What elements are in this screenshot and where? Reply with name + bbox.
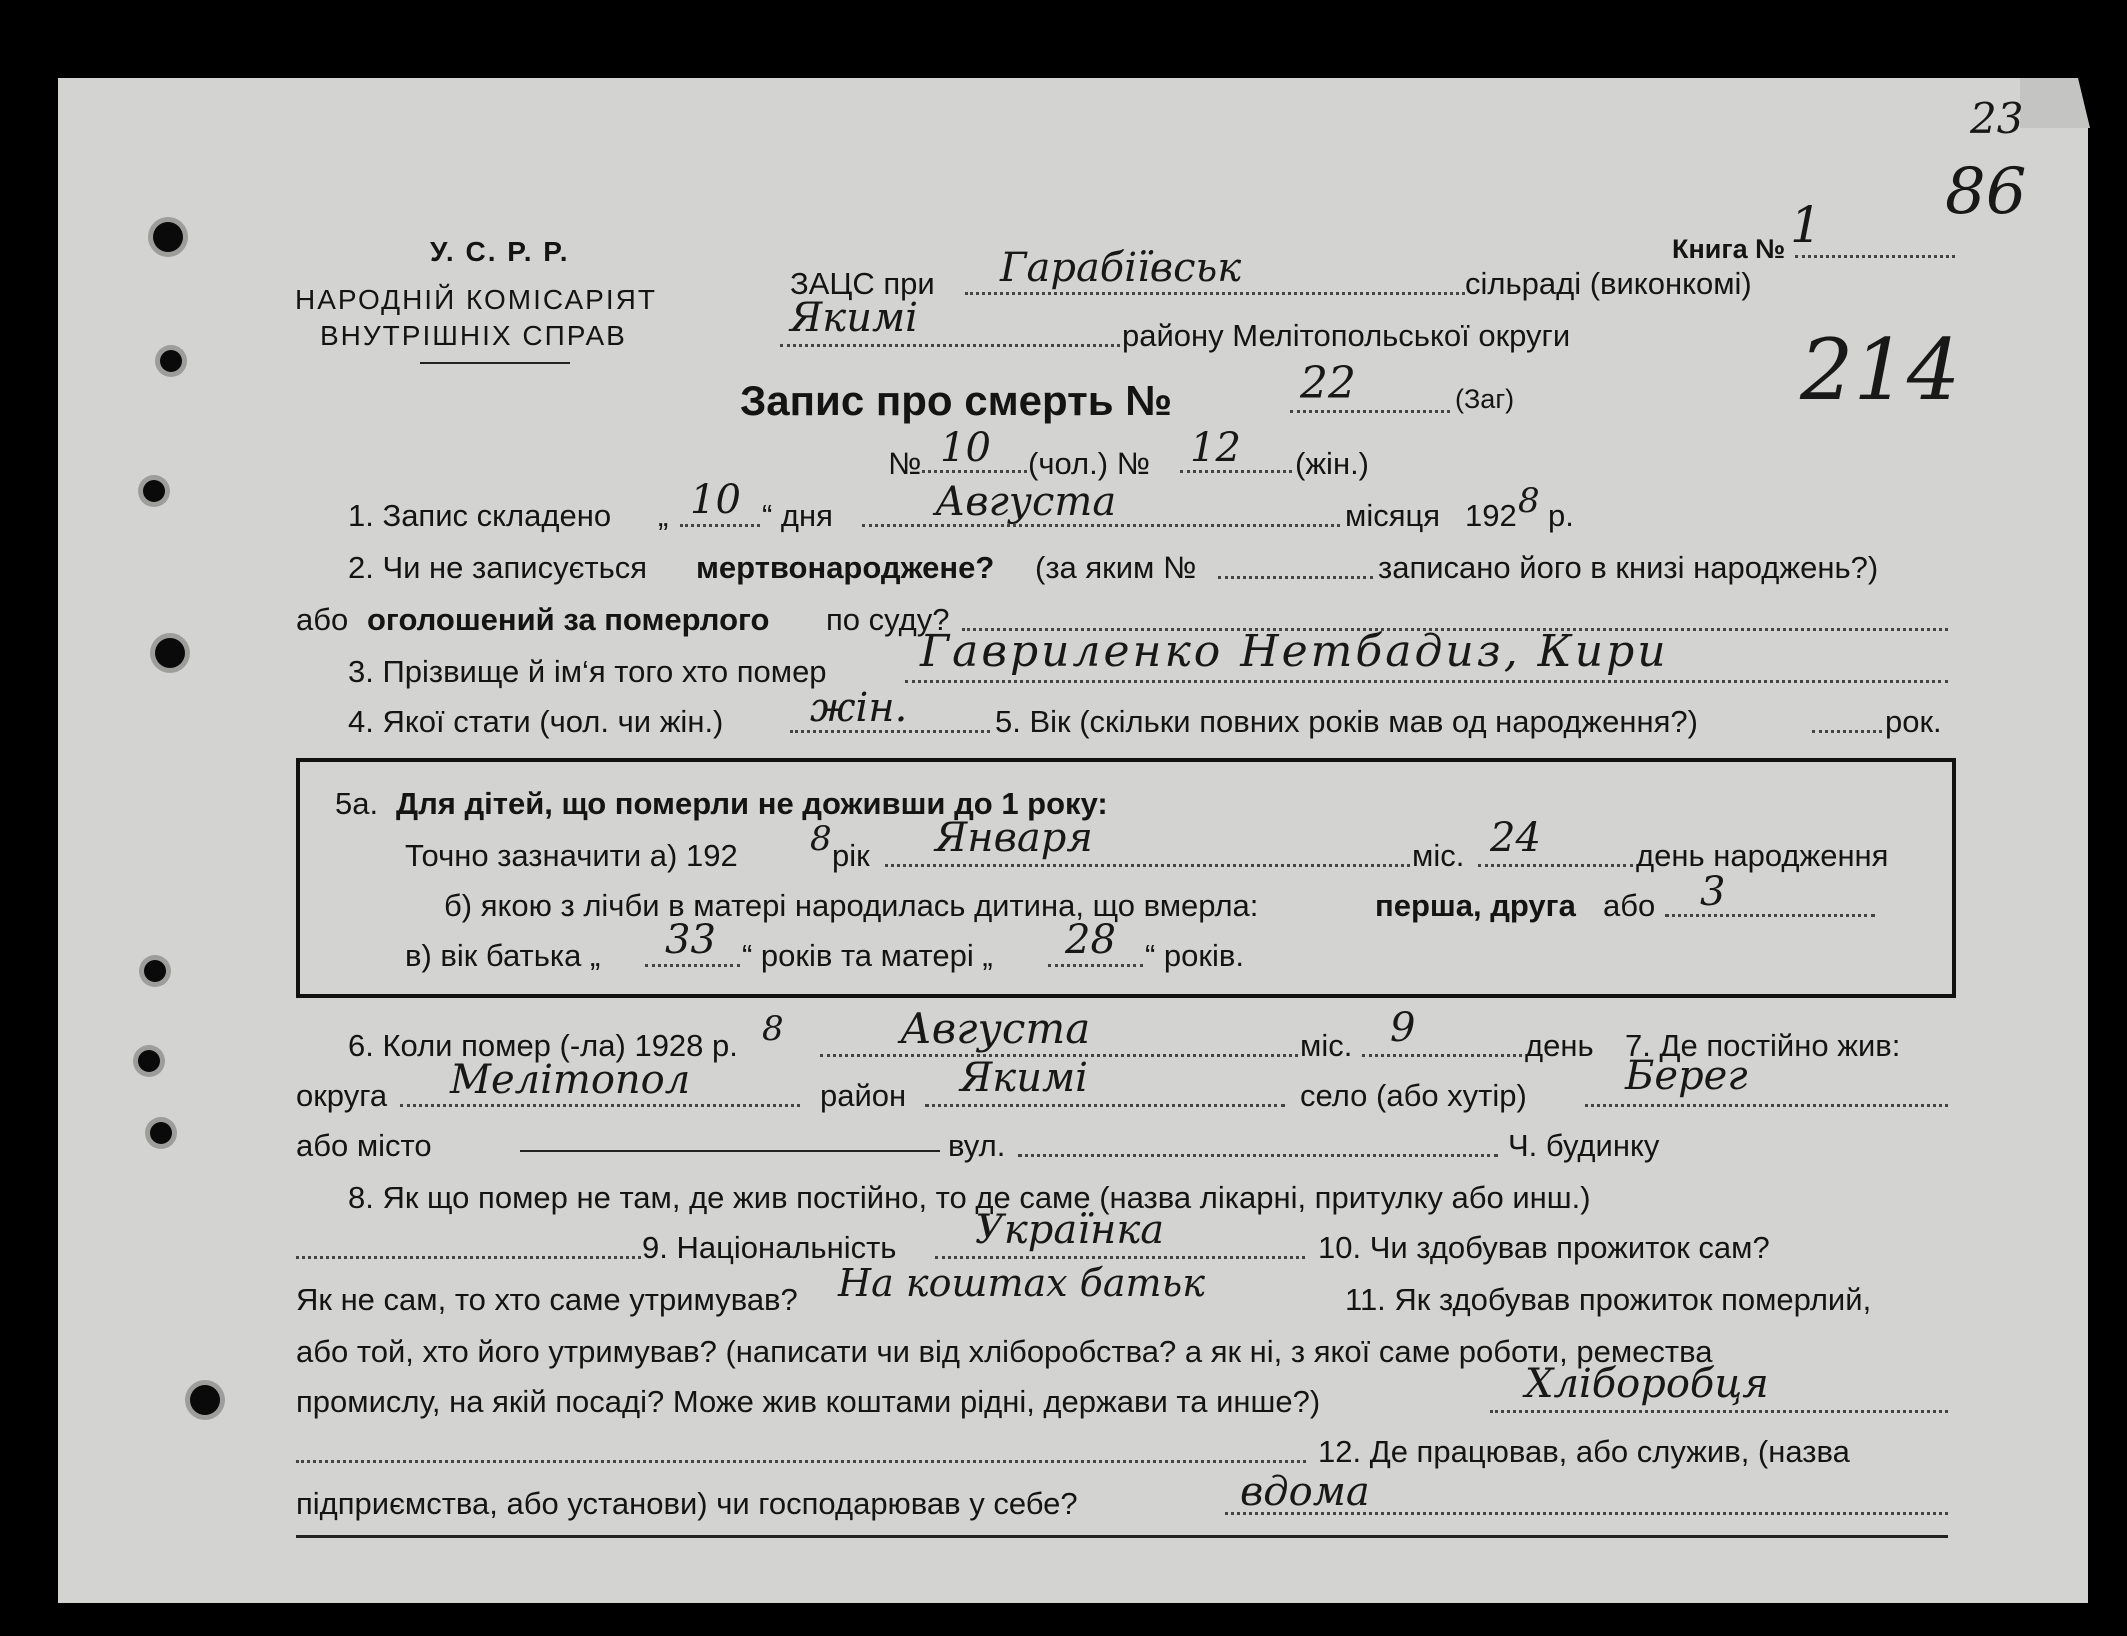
f5a-number: 5а.	[335, 786, 379, 821]
f2-declared: оголошений за померлого	[367, 602, 770, 637]
misto-line	[520, 1150, 940, 1152]
selo-value: Берег	[1625, 1053, 1748, 1099]
f5-label: 5. Вік (скільки повних років мав од народження?)	[995, 704, 1698, 739]
f1-month-label: місяця	[1345, 498, 1441, 533]
deceased-name: Гавриленко Нетбадиз, Кири	[920, 626, 1669, 677]
f6-label: 6. Коли помер (-ла) 1928 р.	[348, 1028, 738, 1063]
f1-year-digit: 8	[1518, 481, 1540, 521]
f3-label: 3. Прізвище й ім‘я того хто помер	[348, 654, 827, 689]
f6-day-label: день	[1525, 1028, 1594, 1063]
f5a-b-or: або	[1603, 888, 1656, 923]
f9-line	[935, 1256, 1305, 1259]
punch-hole	[160, 350, 182, 372]
district-label: району Мелітопольської округи	[1122, 318, 1571, 353]
f5a-c-label: в) вік батька „	[405, 938, 601, 973]
f12-pre-line	[296, 1460, 1306, 1463]
zags-label: ЗАЦС при	[790, 266, 935, 301]
f6-day-line	[1362, 1054, 1522, 1057]
punch-hole	[150, 1122, 172, 1144]
book-line	[1795, 255, 1955, 258]
record-number: 22	[1300, 358, 1356, 409]
book-label: Книга №	[1672, 234, 1786, 264]
f6-mis: міс.	[1300, 1028, 1353, 1063]
bottom-rule	[296, 1535, 1948, 1538]
f5a-day-label: день народження	[1636, 838, 1889, 873]
f5-line	[1812, 730, 1882, 733]
f5a-mother-age: 28	[1065, 917, 1116, 963]
f9-label: 9. Національність	[642, 1230, 897, 1265]
nationality-value: Українка	[975, 1207, 1165, 1253]
f4-label: 4. Якої стати (чол. чи жін.)	[348, 704, 724, 739]
f1-label: 1. Запис складено	[348, 498, 612, 533]
f10b-label: Як не сам, то хто саме утримував?	[296, 1282, 798, 1317]
f1-year: 192	[1465, 498, 1517, 533]
livelihood-value: Хліборобця	[1525, 1361, 1769, 1407]
f1-day-line	[680, 524, 760, 527]
raion-value: Якимі	[960, 1055, 1088, 1101]
punch-hole	[144, 960, 166, 982]
f5a-b-label: б) якою з лічби в матері народилась дитина, що вмерла:	[444, 888, 1259, 923]
vul-line	[1018, 1154, 1498, 1157]
f2-label: 2. Чи не записується	[348, 550, 648, 585]
vul-label: вул.	[948, 1128, 1006, 1163]
page-number-2: 86	[1945, 155, 2027, 229]
female-number: 12	[1190, 425, 1241, 471]
page-number: 23	[1970, 94, 2024, 143]
f3-line	[905, 680, 1948, 683]
f1-month: Августа	[935, 479, 1117, 525]
raion-line	[925, 1104, 1285, 1107]
f5a-mis: міс.	[1412, 838, 1465, 873]
f5a-father-line	[645, 964, 740, 967]
punch-hole	[153, 222, 183, 252]
district-name: Якимі	[790, 295, 918, 341]
raion-label: район	[820, 1078, 907, 1113]
selo-line	[1585, 1104, 1948, 1107]
selo-label: село (або хутір)	[1300, 1078, 1527, 1113]
f5a-c-years: “ років.	[1145, 938, 1244, 973]
f2-court: по суду?	[826, 602, 950, 637]
f5a-rik: рік	[832, 838, 870, 873]
f11b-label: або той, хто його утримував? (написати чи від хліборобства? а як ні, з якої саме роботи, ремества	[296, 1334, 1713, 1369]
f5a-mother-line	[1048, 964, 1143, 967]
f1-day: 10	[690, 477, 741, 523]
commissariat-line2: ВНУТРІШНІХ СПРАВ	[320, 320, 627, 351]
male-label: (чол.) №	[1028, 446, 1150, 481]
f2-registered: записано його в книзі народжень?)	[1378, 550, 1879, 585]
work-value: вдома	[1240, 1469, 1370, 1515]
f12b-label: підприємства, або установи) чи господарював у себе?	[296, 1486, 1078, 1521]
f8-label: 8. Як що помер не там, де жив постійно, то де саме (назва лікарні, притулку або инш.)	[348, 1180, 1591, 1215]
f2-stillborn: мертвонароджене?	[696, 550, 995, 585]
record-no-line	[1290, 410, 1450, 413]
budynok-label: Ч. будинку	[1508, 1128, 1660, 1163]
deceased-sex: жін.	[810, 685, 908, 731]
f11-label: 11. Як здобував прожиток померлий,	[1345, 1282, 1872, 1317]
book-number: 1	[1790, 196, 1822, 254]
f5a-birth-order: 3	[1700, 869, 1726, 915]
council-line	[965, 292, 1465, 295]
male-no-prefix: №	[888, 446, 922, 481]
folded-corner	[2020, 78, 2090, 128]
f5a-order-line	[1665, 914, 1875, 917]
record-title: Запис про смерть №	[740, 377, 1172, 424]
okruga-line	[400, 1104, 800, 1107]
f10-label: 10. Чи здобував прожиток сам?	[1318, 1230, 1770, 1265]
supported-by-value: На коштах батьк	[838, 1261, 1205, 1305]
f5a-b-first-second: перша, друга	[1375, 888, 1576, 923]
f5a-c-mother: “ років та матері „	[742, 938, 993, 973]
council-name: Гарабіївськ	[1000, 245, 1242, 291]
ussr-label: У. С. Р. Р.	[430, 236, 570, 267]
f1-r: р.	[1548, 498, 1574, 533]
f5a-day-line	[1478, 864, 1633, 867]
female-label: (жін.)	[1295, 446, 1370, 481]
f1-quote-open: „	[658, 498, 669, 533]
f12-label: 12. Де працював, або служив, (назва	[1318, 1434, 1850, 1469]
stamp-number: 214	[1800, 321, 1961, 419]
f6-year-digit: 8	[762, 1009, 784, 1049]
f6-death-month: Августа	[900, 1004, 1091, 1053]
zag-label: (Заг)	[1455, 384, 1515, 414]
male-number: 10	[940, 425, 991, 471]
header-underline	[420, 362, 570, 364]
punch-hole	[143, 480, 165, 502]
okruga-label: округа	[296, 1078, 388, 1113]
f6-death-day: 9	[1390, 1005, 1416, 1051]
f7-label: 7. Де постійно жив:	[1625, 1028, 1901, 1063]
punch-hole	[138, 1050, 160, 1072]
f2-or: або	[296, 602, 349, 637]
misto-label: або місто	[296, 1128, 432, 1163]
commissariat-line1: НАРОДНІЙ КОМІСАРІЯТ	[295, 284, 657, 315]
okruga-value: Мелітопол	[450, 1057, 691, 1103]
f5-rok: рок.	[1885, 704, 1942, 739]
f5a-father-age: 33	[665, 917, 716, 963]
f5a-a-label: Точно зазначити а) 192	[405, 838, 738, 873]
f5a-birth-year-digit: 8	[810, 819, 832, 859]
punch-hole	[190, 1385, 220, 1415]
f5a-title: Для дітей, що померли не доживши до 1 року:	[396, 786, 1108, 821]
f2-which: (за яким №	[1035, 550, 1197, 585]
f5a-month-line	[885, 864, 1410, 867]
f2-no-line	[1218, 576, 1373, 579]
f5a-birth-day: 24	[1490, 815, 1541, 861]
f5a-birth-month: Января	[935, 815, 1093, 861]
f11c-label: промислу, на якій посаді? Може жив коштами рідні, держави та инше?)	[296, 1384, 1321, 1419]
council-label: сільраді (виконкомі)	[1465, 266, 1752, 301]
punch-hole	[155, 638, 185, 668]
f8-line	[296, 1256, 641, 1259]
district-line	[780, 344, 1120, 347]
f11-line	[1490, 1410, 1948, 1413]
f1-day-label: “ дня	[762, 498, 833, 533]
